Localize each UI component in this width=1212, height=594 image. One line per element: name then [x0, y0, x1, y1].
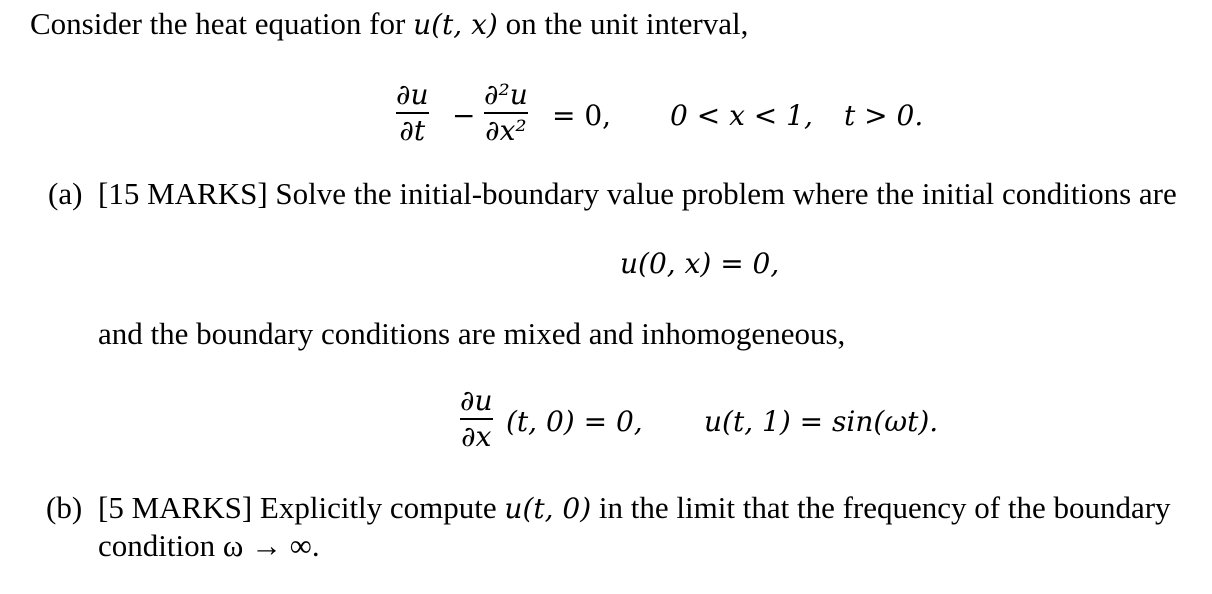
part-b-text-after: in the limit that the frequency of the boundary: [598, 490, 1171, 525]
dirichlet-condition: u(t, 1) = sin(ωt).: [704, 405, 939, 438]
x-domain: 0 < x < 1,: [670, 99, 813, 132]
part-b-text-before: Explicitly compute: [259, 490, 497, 525]
part-a-text: Solve the initial-boundary value problem where the initial conditions are: [275, 176, 1177, 211]
intro-function: u(t, x): [413, 8, 498, 41]
part-b-marks: [5 MARKS]: [98, 490, 253, 525]
du-numerator: ∂u: [396, 78, 429, 111]
d2u-dx2-fraction: [484, 78, 528, 148]
part-a-label: (a): [48, 176, 83, 211]
intro-text-after: on the unit interval,: [505, 6, 749, 41]
equals-zero: = 0,: [552, 99, 612, 132]
dx2-denominator: ∂x²: [485, 114, 527, 147]
intro-line: [30, 6, 748, 43]
dt-denominator: ∂t: [399, 114, 426, 147]
du-dt-fraction: [396, 78, 429, 148]
t-domain: t > 0.: [844, 99, 924, 132]
intro-text-before: Consider the heat equation for: [30, 6, 406, 41]
boundary-intro: and the boundary conditions are mixed and inhomogeneous,: [98, 316, 846, 351]
initial-condition: u(0, x) = 0,: [620, 247, 780, 280]
bc-dx-denominator: ∂x: [461, 420, 492, 453]
du-dx-fraction: [460, 384, 493, 454]
part-a-line: [98, 176, 1177, 212]
part-b-line1: [98, 490, 1171, 527]
neumann-condition: (t, 0) = 0,: [506, 405, 643, 438]
bc-du-numerator: ∂u: [460, 384, 493, 417]
part-a-marks: [15 MARKS]: [98, 176, 268, 211]
part-b-function: u(t, 0): [504, 492, 592, 525]
minus-sign: −: [452, 99, 476, 132]
part-b-line2: condition ω → ∞.: [98, 528, 320, 563]
part-b-label: (b): [46, 490, 83, 525]
d2u-numerator: ∂²u: [484, 78, 528, 111]
